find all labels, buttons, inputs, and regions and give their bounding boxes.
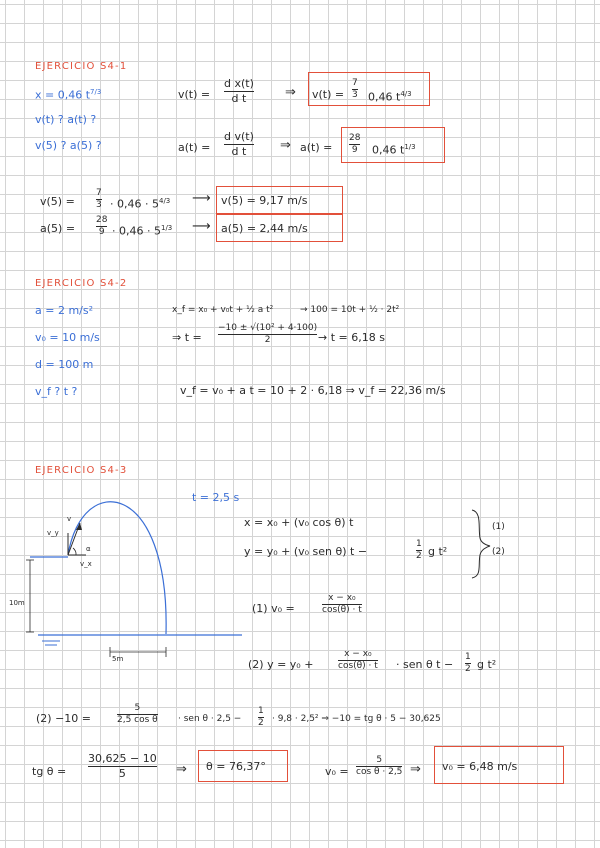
ex3-eqD-fraction: 30,625 − 10 5 bbox=[88, 752, 157, 780]
a5-tail: · $0,46 \cdot 5^{1/3}$ bbox=[112, 224, 173, 238]
ex2-eq3: v_f = v₀ + a t = 10 + 2 · 6,18 ⇒ v_f = 22,36 m/s bbox=[180, 384, 446, 397]
ex3-eqD-pre: tg θ = bbox=[32, 765, 67, 778]
ex2-title: EJERCICIO S4-2 bbox=[35, 278, 128, 289]
ex3-sys-1: x = x₀ + (v₀ cos θ) t bbox=[244, 516, 354, 529]
ex3-eqA-pre: (1) v₀ = bbox=[252, 602, 295, 615]
ex2-distance: d = 100 m bbox=[35, 358, 94, 371]
label-distance: 5m bbox=[112, 655, 124, 663]
ex2-eq2-pre: ⇒ t = bbox=[172, 331, 202, 344]
ex3-eqC-pre: (2) −10 = bbox=[36, 712, 92, 725]
v5-result: v(5) = 9,17 m/s bbox=[221, 194, 308, 207]
ex3-tag-2: (2) bbox=[492, 547, 505, 557]
ex3-sys-2: y = y₀ + (v₀ sen θ) t − bbox=[244, 545, 368, 558]
vt-lhs: v(t) = bbox=[178, 88, 211, 101]
ex3-eqC-tail: · 9,8 · 2,5² ⇒ −10 = tg θ · 5 − 30,625 bbox=[272, 714, 441, 724]
v5-lhs: v(5) = bbox=[40, 195, 75, 208]
a5-fraction: 28 9 bbox=[96, 215, 108, 237]
ex3-eqE-pre: v₀ = bbox=[325, 765, 349, 778]
v5-fraction: 7 3 bbox=[96, 188, 102, 210]
implies-arrow: ⇒ bbox=[285, 85, 296, 100]
ex3-eqB-tail: · sen θ t − bbox=[396, 658, 454, 671]
label-vx: v_x bbox=[80, 560, 92, 568]
ex2-question: v_f ? t ? bbox=[35, 385, 78, 398]
ex3-eqE-fraction: 5 cos θ · 2,5 bbox=[356, 755, 403, 777]
a5-lhs: a(5) = bbox=[40, 222, 76, 235]
at-result-fraction: 28 9 bbox=[349, 133, 361, 155]
ex3-sys-half: 1 2 bbox=[416, 539, 422, 561]
ex3-eqD-result: θ = 76,37° bbox=[206, 760, 266, 773]
at-derivative-fraction: d v(t) d t bbox=[224, 130, 254, 158]
ex3-eqD-arrow: ⇒ bbox=[176, 762, 187, 777]
at-lhs: a(t) = bbox=[178, 141, 211, 154]
ex1-given: x = 0,46 $t^{7/3}$ bbox=[35, 88, 102, 102]
ex3-eqB-fraction: x − x₀ cos(θ) · t bbox=[338, 649, 378, 671]
ex3-eqE-arrow: ⇒ bbox=[410, 762, 421, 777]
implies-arrow: ⇒ bbox=[280, 138, 291, 153]
label-alpha: α bbox=[86, 545, 91, 553]
label-vy: v_y bbox=[47, 529, 59, 537]
a5-result: a(5) = 2,44 m/s bbox=[221, 222, 308, 235]
ex3-tag-1: (1) bbox=[492, 522, 505, 532]
ex2-quadratic-fraction: −10 ± √(10² + 4·100) 2 bbox=[218, 323, 318, 345]
at-result-tail: 0,46 $t^{1/3}$ bbox=[372, 143, 416, 157]
ex3-eqB-pre: (2) y = y₀ + bbox=[248, 658, 314, 671]
vt-result-fraction: 7 3 bbox=[352, 78, 358, 100]
vt-result-tail: 0,46 $t^{4/3}$ bbox=[368, 90, 412, 104]
at-mid: a(t) = bbox=[300, 141, 333, 154]
ex3-title: EJERCICIO S4-3 bbox=[35, 465, 128, 476]
arrow: ⟶ bbox=[192, 219, 211, 234]
ex1-question-1: v(t) ? a(t) ? bbox=[35, 113, 97, 126]
v5-tail: · $0,46 \cdot 5^{4/3}$ bbox=[110, 197, 171, 211]
ex2-initial-velocity: v₀ = 10 m/s bbox=[35, 331, 100, 344]
ex2-eq1: x_f = x₀ + v₀t + ½ a t² bbox=[172, 305, 274, 315]
label-height: 10m bbox=[9, 599, 25, 607]
ex1-title: EJERCICIO S4-1 bbox=[35, 61, 128, 72]
ex3-eqC-fraction: 5 2,5 cos θ bbox=[117, 703, 158, 725]
ex3-eqB-half: 1 2 bbox=[465, 652, 471, 674]
ex3-eqE-result: v₀ = 6,48 m/s bbox=[442, 760, 518, 773]
ex1-question-2: v(5) ? a(5) ? bbox=[35, 139, 102, 152]
ex3-time: t = 2,5 s bbox=[192, 491, 240, 504]
label-v: v bbox=[67, 515, 72, 523]
ex3-eqC-half: 1 2 bbox=[258, 706, 264, 728]
ex3-eqC-mid: · sen θ · 2,5 − bbox=[178, 714, 242, 724]
ex3-eqA-fraction: x − x₀ cos(θ) · t bbox=[322, 593, 362, 615]
arrow: ⟶ bbox=[192, 191, 211, 206]
ex2-acceleration: a = 2 m/s² bbox=[35, 304, 94, 317]
vt-derivative-fraction: d x(t) d t bbox=[224, 77, 254, 105]
ex2-eq2-result: → t = 6,18 s bbox=[318, 331, 385, 344]
ex2-eq1-sub: → 100 = 10t + ½ · 2t² bbox=[300, 305, 400, 315]
ex3-eqB-end: g t² bbox=[477, 658, 497, 671]
vt-result-lhs: v(t) = bbox=[312, 88, 345, 101]
ex3-sys-2-tail: g t² bbox=[428, 545, 448, 558]
